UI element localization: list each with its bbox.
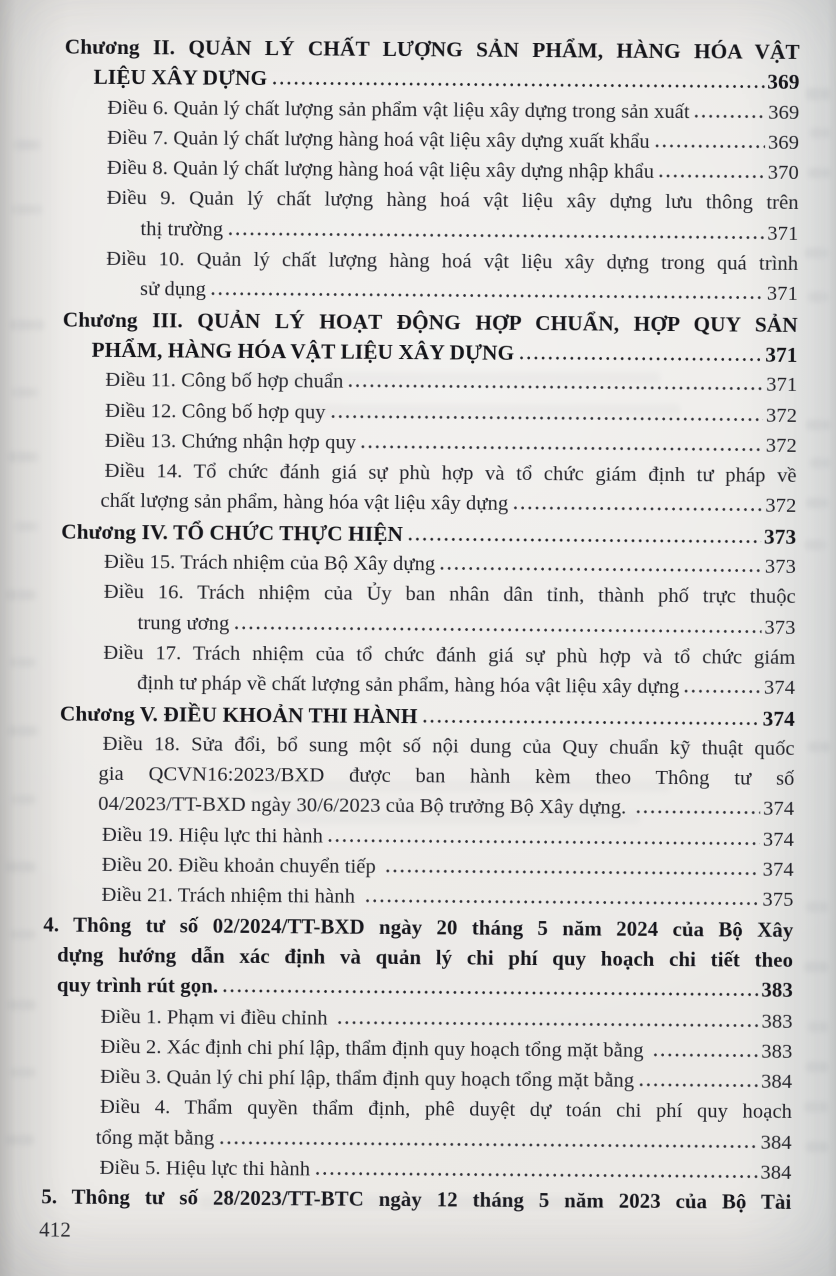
toc-page-ref: 374 bbox=[763, 676, 796, 700]
page-number: 412 bbox=[39, 1216, 72, 1242]
toc-page-ref: 384 bbox=[760, 1131, 792, 1154]
toc-page-ref: 371 bbox=[767, 222, 799, 245]
toc-entry-text: Điều 6. Quản lý chất lượng sản phẩm vật liệu xây dựng trong sản xuất bbox=[107, 96, 690, 123]
toc-page-ref: 369 bbox=[767, 69, 800, 95]
toc-entry-text: quy trình rút gọn. bbox=[56, 973, 219, 998]
toc-entry-text: 04/2023/TT-BXD ngày 30/6/2023 của Bộ trưởng Bộ Xây dựng. bbox=[98, 793, 632, 820]
toc-entry-line bbox=[137, 668, 795, 703]
toc-entry bbox=[32, 1092, 792, 1158]
toc-page-ref: 375 bbox=[762, 888, 794, 912]
toc-page-ref: 374 bbox=[762, 858, 794, 881]
toc-entry bbox=[37, 304, 797, 370]
toc-page-ref: 372 bbox=[765, 434, 797, 457]
toc-entry-text: Điều 1. Phạm vi điều chỉnh bbox=[100, 1005, 333, 1030]
dot-leader bbox=[360, 445, 763, 452]
toc-page-ref: 373 bbox=[764, 555, 797, 578]
toc-entry-line: Chương III. QUẢN LÝ HOẠT ĐỘNG HỢP CHUẨN, HỢP QUY SẢN bbox=[62, 307, 798, 337]
toc-entry-text: chất lượng sản phẩm, hàng hóa vật liệu xây dựng bbox=[100, 490, 509, 516]
dot-leader bbox=[271, 81, 764, 89]
toc-entry bbox=[35, 637, 795, 703]
toc-page-ref: 371 bbox=[766, 373, 798, 397]
toc-entry-line: Điều 4. Thẩm quyền thẩm định, phê duyệt dự toán chi phí quy hoạch bbox=[99, 1096, 793, 1124]
toc-page-ref: 374 bbox=[762, 828, 795, 851]
dot-leader bbox=[653, 1053, 759, 1058]
toc-entry bbox=[38, 243, 798, 309]
toc-entry-text: Điều 8. Quản lý chất lượng hàng hoá vật liệu xây dựng nhập khẩu bbox=[106, 157, 655, 184]
toc-entry-line bbox=[107, 153, 799, 188]
toc-entry-line bbox=[140, 274, 798, 309]
toc-entry-line bbox=[105, 365, 797, 400]
toc-page-ref: 373 bbox=[763, 524, 797, 549]
dot-leader bbox=[233, 625, 761, 633]
toc-entry-line: Điều 17. Trách nhiệm của tổ chức đánh giá sự phù hợp và tổ chức giám bbox=[103, 641, 796, 669]
dot-leader bbox=[638, 1083, 758, 1088]
toc-entry-text: Điều 19. Hiệu lực thi hành bbox=[101, 823, 324, 848]
toc-entry-line: Điều 16. Trách nhiệm của Ủy ban nhân dân tỉnh, thành phố trực thuộc bbox=[103, 581, 796, 609]
toc-entry-text: Chương V. ĐIỀU KHOẢN THI HÀNH bbox=[59, 701, 418, 728]
toc-entry-text: định tư pháp về chất lượng sản phẩm, hàng hóa vật liệu xây dựng bbox=[137, 672, 680, 699]
dot-leader bbox=[407, 537, 761, 544]
toc-entry-line: Điều 10. Quản lý chất lượng hàng hoá vật liệu xây dựng trong quá trình bbox=[106, 247, 799, 276]
toc-page-ref: 383 bbox=[761, 1010, 793, 1033]
dot-leader bbox=[512, 506, 762, 512]
toc-entry-text: Điều 15. Trách nhiệm của Bộ Xây dựng bbox=[103, 550, 436, 576]
toc-entry-text: Điều 5. Hiệu lực thi hành bbox=[99, 1156, 311, 1181]
dot-leader bbox=[337, 1020, 759, 1027]
toc-page-ref: 372 bbox=[765, 495, 797, 518]
toc-page-ref: 370 bbox=[767, 161, 799, 185]
toc-entry-text: LIỆU XÂY DỰNG bbox=[93, 65, 268, 91]
toc-entry-text: Điều 2. Xác định chi phí lập, thẩm định quy hoạch tổng mặt bằng bbox=[100, 1035, 649, 1062]
toc-page-ref: 383 bbox=[761, 978, 793, 1003]
toc-entry-line bbox=[107, 92, 799, 127]
dot-leader bbox=[694, 114, 766, 119]
toc-page-ref: 371 bbox=[766, 283, 799, 306]
dot-leader bbox=[439, 566, 762, 572]
toc-entry bbox=[33, 880, 793, 916]
toc-entry-text: sử dụng bbox=[139, 278, 207, 301]
toc-page-ref: 384 bbox=[760, 1161, 792, 1184]
dot-leader bbox=[385, 869, 760, 876]
dot-leader bbox=[347, 384, 763, 391]
toc-entry-text: tổng mặt bằng bbox=[95, 1126, 215, 1150]
toc-page-ref: 369 bbox=[768, 101, 800, 124]
toc-entry-line: 5. Thông tư số 28/2023/TT-BTC ngày 12 tháng 5 năm 2023 của Bộ Tài bbox=[41, 1185, 792, 1215]
toc-entry-line bbox=[107, 123, 799, 158]
toc-page-ref: 369 bbox=[767, 131, 800, 154]
dot-leader bbox=[658, 174, 765, 179]
toc-entry-text: Chương IV. TỔ CHỨC THỰC HIỆN bbox=[61, 519, 404, 546]
toc-page-ref: 372 bbox=[765, 404, 798, 427]
dot-leader bbox=[683, 689, 761, 694]
toc-list bbox=[31, 31, 800, 1218]
toc-entry-text: trung ương bbox=[137, 611, 230, 635]
dot-leader bbox=[422, 719, 760, 725]
toc-entry-text: Điều 12. Công bố hợp quy bbox=[105, 399, 326, 424]
toc-entry bbox=[39, 31, 799, 97]
toc-page-ref: 371 bbox=[765, 342, 798, 367]
dot-leader bbox=[222, 989, 758, 997]
toc-entry-line: Điều 9. Quản lý chất lượng hàng hoá vật liệu xây dựng lưu thông trên bbox=[106, 187, 799, 215]
toc-entry bbox=[35, 577, 795, 643]
toc-entry-line: Chương II. QUẢN LÝ CHẤT LƯỢNG SẢN PHẨM, HÀNG HÓA VẬT bbox=[64, 34, 800, 64]
toc-entry-text: thị trường bbox=[140, 217, 224, 241]
toc-entry-text: Điều 21. Trách nhiệm thi hành bbox=[101, 884, 361, 909]
toc-entry-line bbox=[102, 850, 794, 885]
dot-leader bbox=[210, 292, 764, 300]
dot-leader bbox=[330, 414, 763, 421]
toc-page-ref: 373 bbox=[764, 616, 796, 639]
dot-leader bbox=[518, 356, 762, 362]
toc-entry bbox=[36, 456, 796, 522]
toc-entry bbox=[31, 1183, 791, 1219]
dot-leader bbox=[654, 144, 765, 149]
toc-entry-line bbox=[105, 395, 797, 430]
dot-leader bbox=[327, 838, 760, 845]
toc-entry-line bbox=[140, 214, 798, 249]
toc-entry-line bbox=[102, 820, 794, 855]
toc-entry-line: 4. Thông tư số 02/2024/TT-BXD ngày 20 tháng 5 năm 2024 của Bộ Xây bbox=[43, 913, 794, 942]
toc-entry-line bbox=[101, 880, 793, 915]
dot-leader bbox=[227, 232, 764, 240]
toc-entry bbox=[33, 910, 794, 1006]
toc-entry-text: Điều 20. Điều khoản chuyển tiếp bbox=[101, 853, 382, 878]
toc-entry-line bbox=[137, 608, 795, 643]
toc-entry-line: Điều 14. Tổ chức đánh giá sự phù hợp và tổ chức giám định tư pháp về bbox=[104, 460, 797, 488]
toc-entry-text: Điều 7. Quản lý chất lượng hàng hoá vật liệu xây dựng xuất khẩu bbox=[107, 126, 650, 153]
dot-leader bbox=[218, 1140, 757, 1148]
toc-entry-text: PHẨM, HÀNG HÓA VẬT LIỆU XÂY DỰNG bbox=[91, 337, 515, 365]
toc-entry-text: Điều 13. Chứng nhận hợp quy bbox=[104, 429, 357, 454]
toc-page-ref: 374 bbox=[762, 706, 795, 731]
toc-entry bbox=[38, 183, 798, 249]
toc-entry-text: Điều 3. Quản lý chi phí lập, thẩm định quy hoạch tổng mặt bằng bbox=[100, 1065, 635, 1092]
toc-entry bbox=[34, 728, 795, 824]
dot-leader bbox=[314, 1171, 757, 1178]
toc-entry-line: Điều 18. Sửa đổi, bổ sung một số nội dung của Quy chuẩn kỹ thuật quốc bbox=[102, 732, 795, 760]
toc-entry-text: Điều 11. Công bố hợp chuẩn bbox=[105, 369, 344, 393]
toc-entry-line: gia QCVN16:2023/BXD được ban hành kèm theo Thông tư số bbox=[98, 762, 795, 791]
toc-page-ref: 384 bbox=[761, 1070, 793, 1093]
dot-leader bbox=[364, 899, 759, 906]
toc-page-ref: 374 bbox=[763, 798, 795, 821]
toc-page-ref: 383 bbox=[761, 1040, 793, 1063]
dot-leader bbox=[636, 810, 761, 815]
toc-entry-line: dựng hướng dẫn xác định và quản lý chi phí quy hoạch chi tiết theo bbox=[57, 943, 794, 972]
